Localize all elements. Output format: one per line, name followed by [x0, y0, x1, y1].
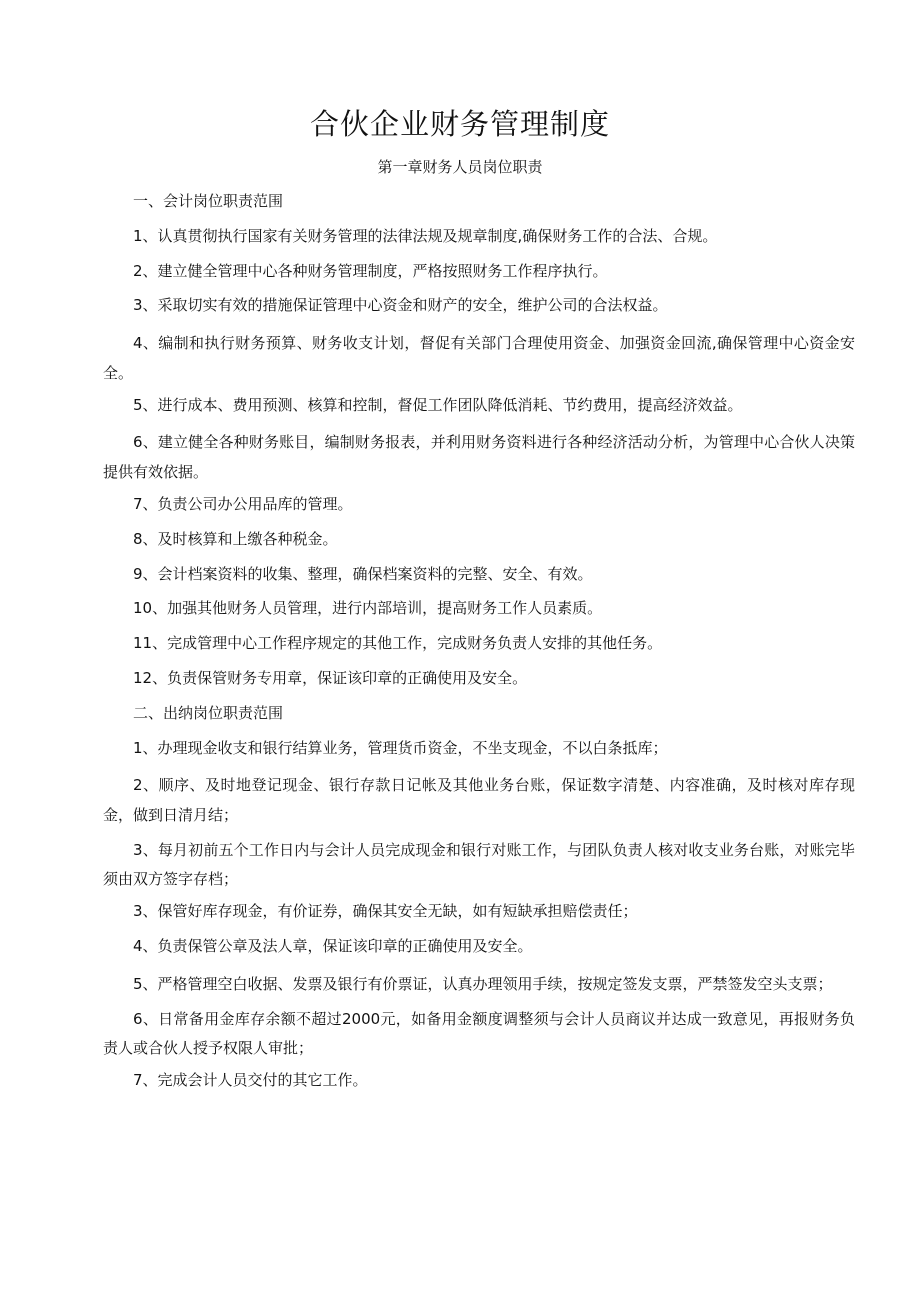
document-title: 合伙企业财务管理制度 — [309, 107, 610, 141]
accounting-duty-7: 7、负责公司办公用品库的管理。 — [133, 494, 353, 513]
cashier-duty-5: 5、严格管理空白收据、发票及银行有价票证，认真办理领用手续，按规定签发支票，严禁签发空头支票； — [133, 974, 833, 993]
cashier-duty-4: 4、负责保管公章及法人章，保证该印章的正确使用及安全。 — [133, 937, 533, 956]
chapter-title: 第一章财务人员岗位职责 — [377, 158, 543, 176]
cashier-duty-7: 7、完成会计人员交付的其它工作。 — [133, 1071, 368, 1090]
accounting-duty-11: 11、完成管理中心工作程序规定的其他工作，完成财务负责人安排的其他任务。 — [133, 634, 663, 653]
document-body — [103, 190, 855, 1104]
accounting-duty-9: 9、会计档案资料的收集、整理，确保档案资料的完整、安全、有效。 — [133, 564, 593, 583]
section-heading-accounting: 一、会计岗位职责范围 — [133, 192, 284, 210]
cashier-duty-3b: 3、保管好库存现金，有价证券，确保其安全无缺，如有短缺承担赔偿责任； — [133, 902, 638, 921]
cashier-duty-6: 6、日常备用金库存余额不超过2000元，如备用金额度调整须与会计人员商议并达成一致意见，再报财务负责人或合伙人授予权限人审批； — [103, 1009, 855, 1058]
cashier-duty-3: 3、每月初前五个工作日内与会计人员完成现金和银行对账工作，与团队负责人核对收支业务台账，对账完毕须由双方签字存档； — [103, 840, 855, 889]
accounting-duty-3: 3、采取切实有效的措施保证管理中心资金和财产的安全，维护公司的合法权益。 — [133, 296, 668, 315]
cashier-duty-1: 1、办理现金收支和银行结算业务，管理货币资金，不坐支现金，不以白条抵库； — [133, 738, 668, 757]
accounting-duty-5: 5、进行成本、费用预测、核算和控制，督促工作团队降低消耗、节约费用，提高经济效益。 — [133, 395, 743, 414]
accounting-duty-12: 12、负责保管财务专用章，保证该印章的正确使用及安全。 — [133, 668, 528, 687]
accounting-duty-8: 8、及时核算和上缴各种税金。 — [133, 529, 338, 548]
accounting-duty-6: 6、建立健全各种财务账目，编制财务报表，并利用财务资料进行各种经济活动分析，为管理中心合伙人决策提供有效依据。 — [103, 433, 855, 481]
section-heading-cashier: 二、出纳岗位职责范围 — [133, 703, 284, 722]
accounting-duty-1: 1、认真贯彻执行国家有关财务管理的法律法规及规章制度,确保财务工作的合法、合规。 — [133, 226, 718, 245]
accounting-duty-10: 10、加强其他财务人员管理，进行内部培训，提高财务工作人员素质。 — [133, 599, 603, 618]
accounting-duty-4: 4、编制和执行财务预算、财务收支计划，督促有关部门合理使用资金、加强资金回流,确保管理中心资金安全。 — [103, 334, 855, 382]
cashier-duty-2: 2、顺序、及时地登记现金、银行存款日记帐及其他业务台账，保证数字清楚、内容准确，及时核对库存现金，做到日清月结； — [103, 776, 855, 824]
accounting-duty-2: 2、建立健全管理中心各种财务管理制度，严格按照财务工作程序执行。 — [133, 261, 608, 280]
